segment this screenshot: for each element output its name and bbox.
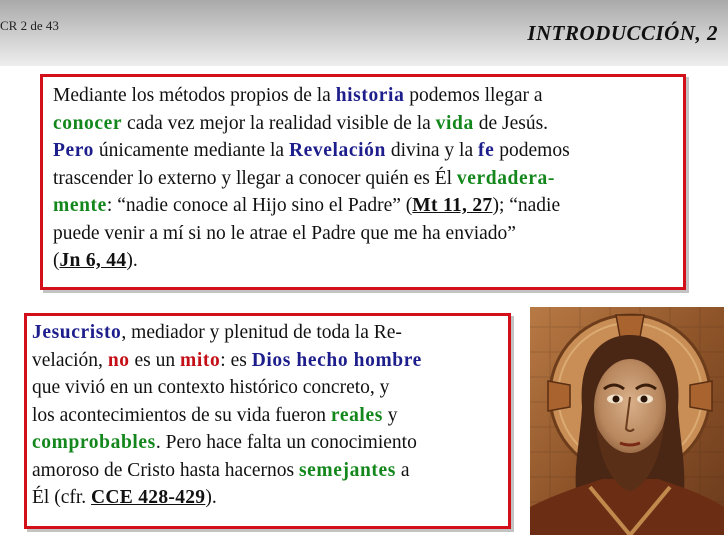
- text: a: [395, 459, 410, 481]
- text: , mediador y plenitud de toda la Re-: [121, 322, 402, 343]
- slide-counter: CR 2 de 43: [0, 18, 59, 33]
- text: únicamente mediante la: [94, 140, 289, 161]
- jesucristo-text-box: [24, 313, 511, 529]
- text: : “nadie conoce al Hijo sino el Padre” (: [106, 195, 413, 216]
- reference-link-jn[interactable]: Jn 6, 44: [59, 250, 127, 271]
- slide-title: INTRODUCCIÓN, 2: [527, 21, 718, 45]
- text: cada vez mejor la realidad visible de la: [122, 112, 436, 134]
- text: y: [382, 404, 398, 426]
- text-line: [53, 192, 679, 220]
- keyword-pero: Pero: [53, 140, 95, 161]
- text-line: [32, 402, 506, 430]
- text: amoroso de Cristo hasta hacernos: [32, 459, 299, 481]
- keyword-reales: reales: [330, 404, 383, 426]
- intro-text-box: [40, 74, 686, 290]
- text: Mediante los métodos propios de la: [53, 85, 336, 106]
- text-line: [53, 247, 679, 275]
- text: podemos llegar a: [404, 85, 543, 106]
- text: es un: [129, 349, 180, 371]
- keyword-mito: mito: [179, 349, 221, 371]
- text-line: [32, 429, 506, 457]
- text: los acontecimientos de su vida fueron: [32, 404, 331, 426]
- reference-link-mt[interactable]: Mt 11, 27: [412, 195, 493, 216]
- text: . Pero hace falta un conocimiento: [155, 432, 417, 453]
- keyword-verdaderamente-end: mente: [53, 195, 107, 216]
- keyword-comprobables: comprobables: [32, 432, 156, 453]
- keyword-revelacion: Revelación: [288, 140, 386, 161]
- text: Él (cfr.: [32, 487, 92, 508]
- text: : es: [220, 349, 252, 371]
- keyword-semejantes: semejantes: [298, 459, 396, 481]
- text: ).: [205, 487, 217, 508]
- text-line: [32, 347, 506, 375]
- text: (: [53, 250, 60, 271]
- text: puede venir a mí si no le atrae el Padre que me ha enviado”: [53, 222, 516, 244]
- keyword-historia: historia: [335, 85, 405, 106]
- text: divina y la: [385, 140, 479, 161]
- keyword-vida: vida: [435, 112, 474, 134]
- text-line: [53, 82, 679, 110]
- text-line: [32, 484, 506, 512]
- text: ).: [126, 250, 138, 271]
- text-line: [32, 374, 506, 402]
- reference-link-cce[interactable]: CCE 428-429: [91, 487, 206, 508]
- keyword-verdaderamente: verdadera-: [456, 167, 555, 189]
- keyword-dios-hecho-hombre: Dios hecho hombre: [251, 349, 422, 371]
- text: podemos: [494, 140, 570, 161]
- christ-pantocrator-icon: [530, 307, 724, 535]
- text: velación,: [32, 349, 108, 371]
- header-bar: [0, 0, 728, 66]
- jesucristo-paragraph: [32, 319, 506, 512]
- text-line: [53, 110, 679, 138]
- text-line: [32, 457, 506, 485]
- text-line: [53, 165, 679, 193]
- keyword-fe: fe: [478, 140, 495, 161]
- text-line: [53, 220, 679, 248]
- text: que vivió en un contexto histórico concreto, y: [32, 377, 390, 398]
- text: ); “nadie: [492, 195, 561, 216]
- text: de Jesús.: [473, 112, 549, 134]
- text-line: [53, 137, 679, 165]
- text: trascender lo externo y llegar a conocer quién es Él: [53, 167, 457, 189]
- keyword-jesucristo: Jesucristo: [32, 322, 122, 343]
- text-line: [32, 319, 506, 347]
- keyword-no: no: [107, 349, 130, 371]
- intro-paragraph: [53, 82, 679, 275]
- keyword-conocer: conocer: [53, 112, 123, 134]
